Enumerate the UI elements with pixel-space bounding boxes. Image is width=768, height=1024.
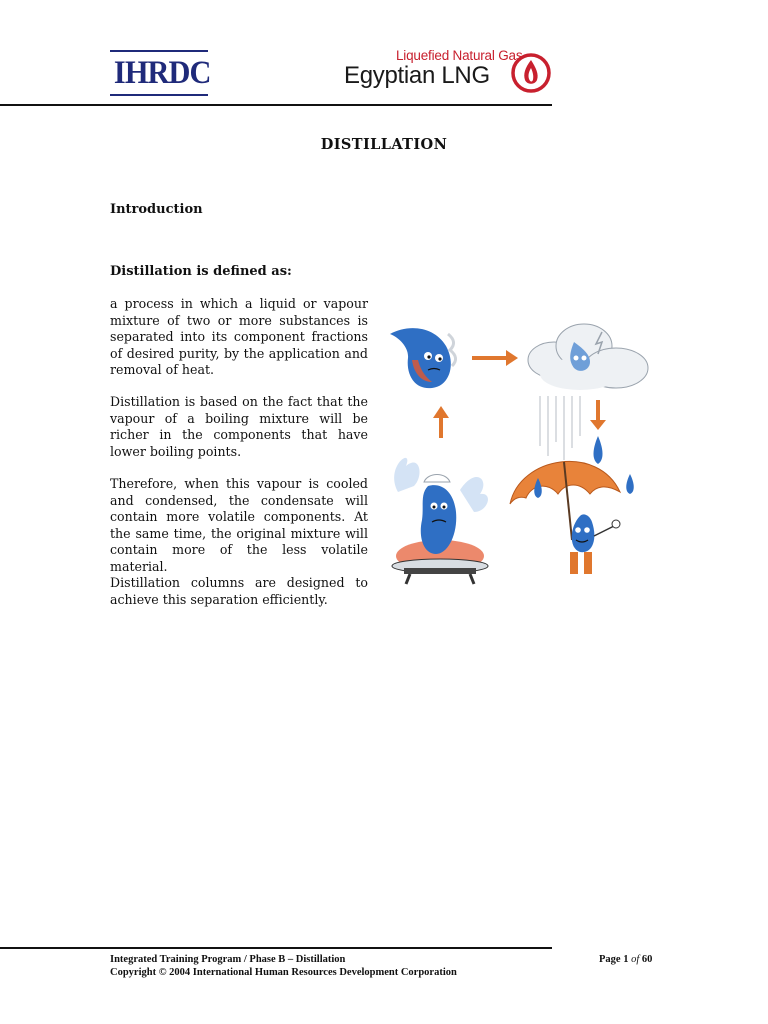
- page-total: 60: [641, 954, 653, 965]
- storm-cloud-icon: [528, 324, 648, 390]
- lng-flame-emblem-icon: [510, 52, 552, 94]
- arrow-up-icon: [433, 406, 449, 438]
- page-current: 1: [623, 954, 629, 965]
- definition-heading: Distillation is defined as:: [110, 264, 292, 279]
- page-of: of: [631, 954, 640, 965]
- page-number: [599, 954, 652, 965]
- ihrdc-logo: [110, 50, 211, 96]
- evaporating-droplet-icon: [390, 328, 456, 388]
- logo-rule-bottom: [110, 94, 208, 96]
- boiling-droplet-icon: [392, 458, 488, 584]
- umbrella-droplet-icon: [510, 436, 634, 574]
- footer-program-name: Integrated Training Program / Phase B – Distillation: [110, 954, 346, 965]
- lng-logo-name: Egyptian LNG: [344, 62, 490, 89]
- arrow-right-icon: [472, 350, 518, 366]
- footer-copyright: Copyright © 2004 International Human Resources Development Corporation: [110, 967, 457, 978]
- body-paragraph: Therefore, when this vapour is cooled and condensed, the condensate will contain more volatile components. At the same time, the original mixture will contain more of the less volatile material.: [110, 476, 368, 574]
- page-label: Page: [599, 954, 621, 965]
- ihrdc-logo-text: IHRDC: [113, 55, 211, 91]
- footer-divider: [0, 947, 552, 949]
- lng-logo-tagline: Liquefied Natural Gas: [396, 48, 523, 63]
- water-cycle-illustration: [384, 316, 656, 588]
- section-heading-introduction: Introduction: [110, 202, 203, 217]
- body-paragraph: Distillation is based on the fact that the vapour of a boiling mixture will be richer in the components that have lower boiling points.: [110, 394, 368, 459]
- body-paragraph: a process in which a liquid or vapour mixture of two or more substances is separated into its component fractions of desired purity, by the application and removal of heat.: [110, 296, 368, 378]
- rain-lines: [540, 396, 580, 460]
- document-title: DISTILLATION: [320, 136, 448, 153]
- header-divider: [0, 104, 552, 106]
- egyptian-lng-logo: [340, 46, 556, 96]
- body-paragraph: Distillation columns are designed to achieve this separation efficiently.: [110, 575, 368, 607]
- arrow-down-icon: [590, 400, 606, 430]
- logo-rule-top: [110, 50, 208, 52]
